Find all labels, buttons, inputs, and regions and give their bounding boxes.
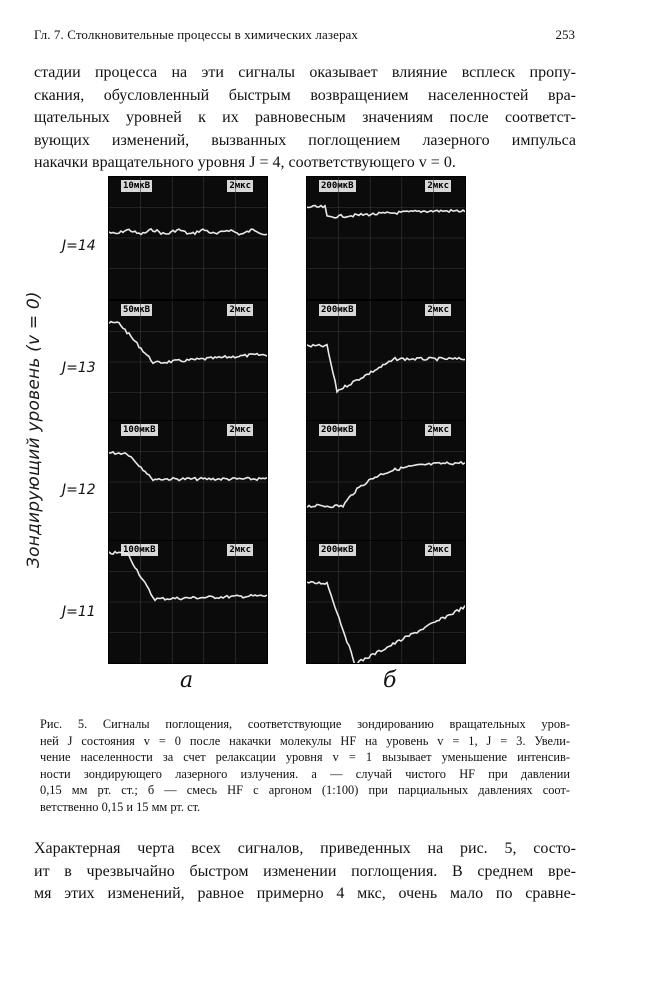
oscilloscope-screen (307, 301, 465, 423)
caption-line: чение населенности за счет релаксации уровня v = 1 вызывает уменьшение интенсив- (40, 750, 570, 765)
time-scale: 2мкс (427, 305, 449, 315)
text-line: скания, обусловленный быстрым возвращением населенностей вра- (34, 86, 576, 104)
column-label-b: б (383, 668, 397, 693)
time-scale: 2мкс (229, 545, 251, 555)
text-line: ит в чрезвычайно быстром изменении поглощения. В среднем вре- (34, 862, 576, 880)
oscilloscope-screen (109, 541, 267, 663)
text-line: щательных уровней к их равновесным значениям после соответст- (34, 109, 576, 126)
oscilloscope-screen (109, 421, 267, 543)
oscilloscope-screen (307, 541, 465, 663)
oscillogram-b-j13 (306, 300, 466, 424)
time-scale: 2мкс (427, 545, 449, 555)
volt-scale: 100мкВ (123, 425, 156, 435)
text-line: Характерная черта всех сигналов, приведенных на рис. 5, состо- (34, 840, 576, 857)
signal-trace (109, 552, 267, 601)
oscilloscope-screen (307, 421, 465, 543)
signal-trace (109, 322, 267, 364)
volt-scale: 200мкВ (321, 545, 354, 555)
row-label-j12: J=12 (62, 482, 96, 498)
running-header (34, 27, 575, 47)
signal-trace (307, 582, 465, 663)
signal-trace (109, 452, 267, 481)
oscillogram-b-j11 (306, 540, 466, 664)
caption-line: ности зондирующего лазерного излучения. а — случай чистого HF при давлении (40, 766, 570, 781)
running-title: Гл. 7. Столкновительные процессы в химических лазерах (34, 27, 359, 42)
caption-line: ветственно 0,15 и 15 мм рт. ст. (40, 799, 201, 814)
volt-scale: 50мкВ (123, 305, 151, 315)
oscilloscope-screen (109, 301, 267, 423)
volt-scale: 200мкВ (321, 305, 354, 315)
text-line: накачки вращательного уровня J = 4, соответствующего v = 0. (34, 154, 456, 171)
oscilloscope-screen (109, 177, 267, 299)
oscillogram-a-j14 (108, 176, 268, 300)
signal-trace (307, 462, 465, 508)
oscilloscope-screen (307, 177, 465, 299)
oscillogram-b-j12 (306, 420, 466, 544)
volt-scale: 10мкВ (123, 181, 151, 191)
volt-scale: 200мкВ (321, 425, 354, 435)
caption-line: Рис. 5. Сигналы поглощения, соответствующие зондированию вращательных уров- (40, 717, 570, 731)
row-label-j14: J=14 (62, 238, 96, 254)
time-scale: 2мкс (229, 305, 251, 315)
text-line: мя этих изменений, равное примерно 4 мкс, очень мало по сравне- (34, 885, 576, 902)
paragraph-bottom (34, 838, 576, 906)
time-scale: 2мкс (427, 181, 449, 191)
caption-line: ней J состояния v = 0 после накачки молекулы HF на уровень v = 1, J = 3. Увели- (40, 733, 570, 748)
time-scale: 2мкс (427, 425, 449, 435)
figure-caption (40, 716, 570, 816)
volt-scale: 100мкВ (123, 545, 156, 555)
volt-scale: 200мкВ (321, 181, 354, 191)
signal-trace (109, 229, 267, 235)
page-number: 253 (555, 27, 575, 42)
oscillogram-a-j12 (108, 420, 268, 544)
caption-line: 0,15 мм рт. ст.; б — смесь HF с аргоном (1:100) при парциальных давлениях соот- (40, 783, 570, 798)
column-label-a: а (180, 668, 194, 693)
oscillogram-b-j14 (306, 176, 466, 300)
text-line: стадии процесса на эти сигналы оказывает влияние всплеск пропу- (34, 64, 576, 81)
time-scale: 2мкс (229, 425, 251, 435)
text-line: вующих изменений, вызванных поглощением лазерного импульса (34, 131, 576, 149)
row-label-j13: J=13 (62, 360, 96, 376)
signal-trace (307, 345, 465, 392)
oscillogram-a-j13 (108, 300, 268, 424)
time-scale: 2мкс (229, 181, 251, 191)
figure-y-label: Зондирующий уровень (v = 0) (24, 291, 44, 568)
row-label-j11: J=11 (62, 604, 96, 620)
oscillogram-a-j11 (108, 540, 268, 664)
paragraph-top (34, 62, 576, 175)
